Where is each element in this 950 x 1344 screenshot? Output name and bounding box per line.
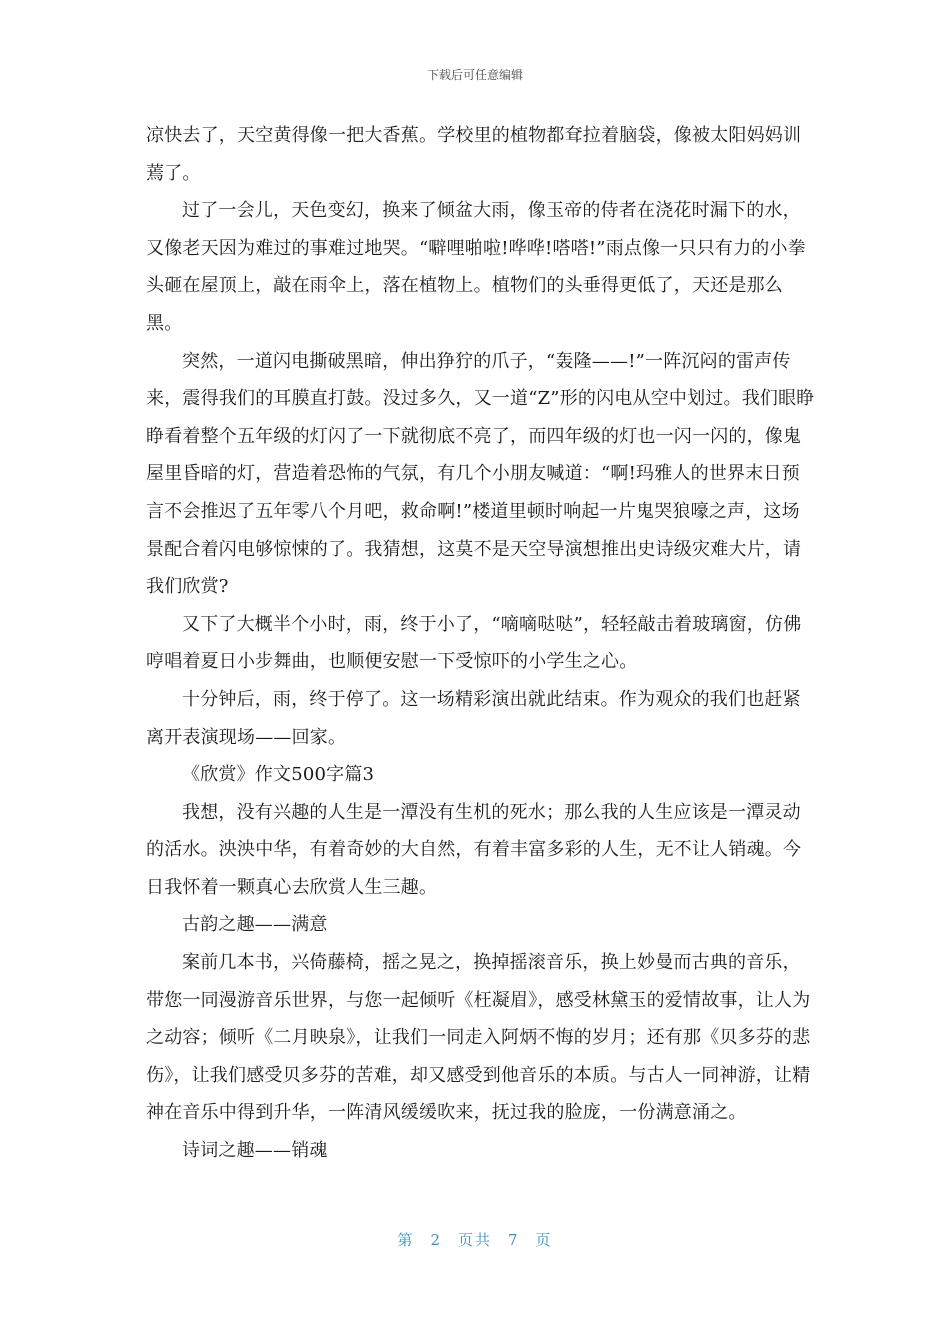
paragraph-rain-lessens: 又下了大概半个小时，雨，终于小了，“嘀嘀哒哒”，轻轻敲击着玻璃窗，仿佛哼唱着夏日小步舞曲，也顺便安慰一下受惊吓的小学生之心。 xyxy=(146,613,802,673)
page-header: 下载后可任意编辑 xyxy=(426,68,523,82)
paragraph-rain: 过了一会儿，天色变幻，换来了倾盆大雨，像玉帝的侍者在浇花时漏下的水，又像老天因为难过的事难过地哭。“噼哩啪啦!哗哗!嗒嗒!”雨点像一只只有力的小拳头砸在屋顶上，敲在雨伞上，落在植物上。植物们的头垂得更低了，天还是那么黑。 xyxy=(146,200,806,334)
essay-title: 《欣赏》作文500字篇3 xyxy=(182,764,375,786)
footer-total-pages: 7 xyxy=(508,1231,520,1249)
document-body xyxy=(146,117,818,1170)
section-heading-poetry: 诗词之趣——销魂 xyxy=(182,1140,328,1162)
footer-page-suffix: 页 xyxy=(535,1231,553,1249)
paragraph-rain-stops: 十分钟后，雨，终于停了。这一场精彩演出就此结束。作为观众的我们也赶紧离开表演现场——回家。 xyxy=(146,688,801,748)
footer-page-label: 第 xyxy=(397,1231,415,1249)
paragraph-music: 案前几本书，兴倚藤椅，摇之晃之，换掉摇滚音乐，换上妙曼而古典的音乐，带您一同漫游音乐世界，与您一起倾听《枉凝眉》，感受林黛玉的爱情故事，让人为之动容；倾听《二月映泉》，让我们一同走入阿炳不悔的岁月；还有那《贝多芬的悲伤》，让我们感受贝多芬的苦难，却又感受到他音乐的本质。与古人一同神游，让精神在音乐中得到升华，一阵清风缓缓吹来，抚过我的脸庞，一份满意涌之。 xyxy=(146,952,811,1124)
paragraph-lightning: 突然，一道闪电撕破黑暗，伸出狰狞的爪子，“轰隆——!”一阵沉闷的雷声传来，震得我们的耳膜直打鼓。没过多久，又一道“Z”形的闪电从空中划过。我们眼睁睁看着整个五年级的灯闪了一下就彻底不亮了，而四年级的灯也一闪一闪的，像鬼屋里昏暗的灯，营造着恐怖的气氛，有几个小朋友喊道：“啊!玛雅人的世界末日预言不会推迟了五年零八个月吧，救命啊!”楼道里顿时响起一片鬼哭狼嚎之声，这场景配合着闪电够惊悚的了。我猜想，这莫不是天空导演想推出史诗级灾难大片，请我们欣赏? xyxy=(146,350,815,598)
page-footer xyxy=(0,1229,950,1250)
paragraph-essay-intro: 我想，没有兴趣的人生是一潭没有生机的死水；那么我的人生应该是一潭灵动的活水。泱泱中华，有着奇妙的大自然，有着丰富多彩的人生，无不让人销魂。今日我怀着一颗真心去欣赏人生三趣。 xyxy=(146,801,802,898)
footer-of-label: 页共 xyxy=(457,1231,492,1249)
section-heading-music: 古韵之趣——满意 xyxy=(182,914,328,936)
paragraph-intro: 凉快去了，天空黄得像一把大香蕉。学校里的植物都耷拉着脑袋，像被太阳妈妈训蔫了。 xyxy=(146,125,802,184)
footer-current-page: 2 xyxy=(430,1231,442,1249)
